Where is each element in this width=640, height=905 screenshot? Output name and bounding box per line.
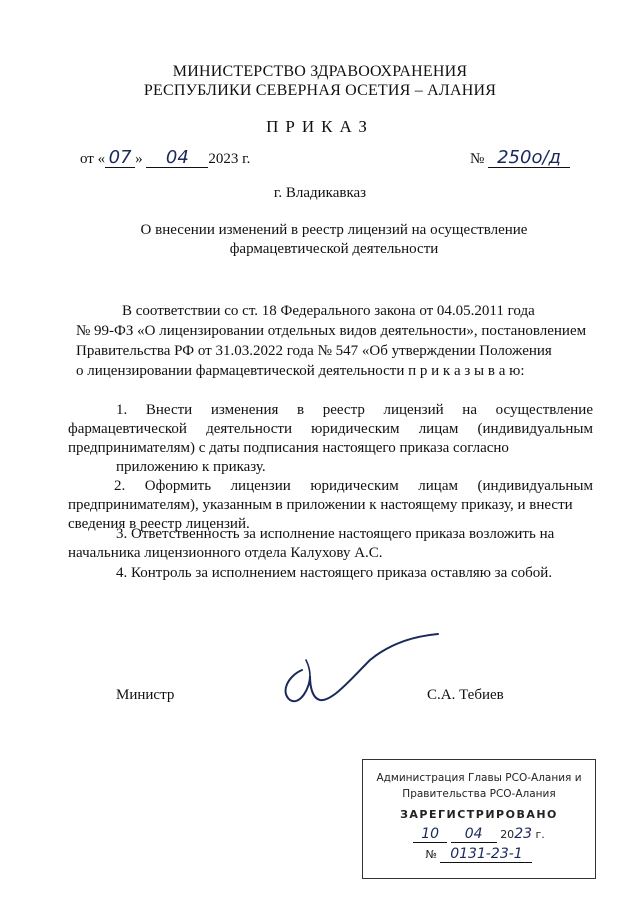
stamp-number-handwritten: 0131-23-1 <box>440 847 532 863</box>
stamp-year-handwritten: 23 <box>514 826 533 842</box>
item-2-last-line: сведения в реестр лицензий. <box>68 516 250 532</box>
stamp-month-handwritten: 04 <box>451 827 497 843</box>
item-1-last-line: приложению к приказу. <box>116 459 266 475</box>
date-prefix: от <box>80 151 94 167</box>
date-line <box>80 149 250 168</box>
registration-stamp <box>362 759 596 879</box>
item-3 <box>68 525 593 563</box>
stamp-header <box>363 770 595 802</box>
date-open-quote: « <box>97 151 106 167</box>
order-number-handwritten: 250о/д <box>488 149 570 168</box>
item-2-text: 2. Оформить лицензии юридическим лицам (индивидуальным предпринимателям), указанным в приложении к настоящему приказу, и внести <box>68 478 593 513</box>
order-number-label: № <box>470 151 485 167</box>
stamp-year-prefix: 20 <box>500 828 515 841</box>
order-number <box>470 149 570 168</box>
ministry-name-line1: МИНИСТЕРСТВО ЗДРАВООХРАНЕНИЯ <box>172 63 468 80</box>
item-1 <box>68 401 593 477</box>
order-title: ПРИКАЗ <box>266 117 374 136</box>
item-3-text: 3. Ответственность за исполнение настоящего приказа возложить на <box>116 526 555 542</box>
stamp-number <box>363 847 595 863</box>
stamp-year-suffix: г. <box>535 828 545 841</box>
item-1-text: 1. Внести изменения в реестр лицензий на осуществление фармацевтической деятельности юридическим лицам (индивидуальным предпринимателям) с даты подписания настоящего приказа согласно <box>68 402 593 456</box>
date-day-handwritten: 07 <box>105 149 135 168</box>
date-year: 2023 г. <box>208 151 251 167</box>
signatory-position: Министр <box>116 687 175 703</box>
stamp-line2: Правительства РСО-Алания <box>402 788 556 800</box>
preamble-line2: № 99-ФЗ «О лицензировании отдельных видов деятельности», постановлением <box>76 323 587 339</box>
item-4: 4. Контроль за исполнением настоящего приказа оставляю за собой. <box>116 565 553 581</box>
preamble-line3: Правительства РФ от 31.03.2022 года № 547 «Об утверждении Положения <box>76 343 552 359</box>
preamble-line1: В соответствии со ст. 18 Федерального закона от 04.05.2011 года <box>122 303 535 319</box>
subject-line1: О внесении изменений в реестр лицензий на осуществление <box>140 222 528 238</box>
stamp-day-handwritten: 10 <box>413 827 447 843</box>
ministry-name-line2: РЕСПУБЛИКИ СЕВЕРНАЯ ОСЕТИЯ – АЛАНИЯ <box>143 82 497 99</box>
handwritten-signature <box>266 630 446 710</box>
stamp-date <box>363 826 595 843</box>
stamp-registered: ЗАРЕГИСТРИРОВАНО <box>400 808 558 821</box>
signatory-name: С.А. Тебиев <box>427 687 504 703</box>
item-3-last-line: начальника лицензионного отдела Калухову А.С. <box>68 545 383 561</box>
city: г. Владикавказ <box>273 185 367 201</box>
stamp-line1: Администрация Главы РСО-Алания и <box>376 772 582 784</box>
preamble-line4: о лицензировании фармацевтической деятельности п р и к а з ы в а ю: <box>76 363 525 379</box>
date-month-handwritten: 04 <box>146 149 208 168</box>
stamp-number-label: № <box>425 848 437 861</box>
date-close-quote: » <box>135 151 143 167</box>
subject-line2: фармацевтической деятельности <box>229 241 439 257</box>
